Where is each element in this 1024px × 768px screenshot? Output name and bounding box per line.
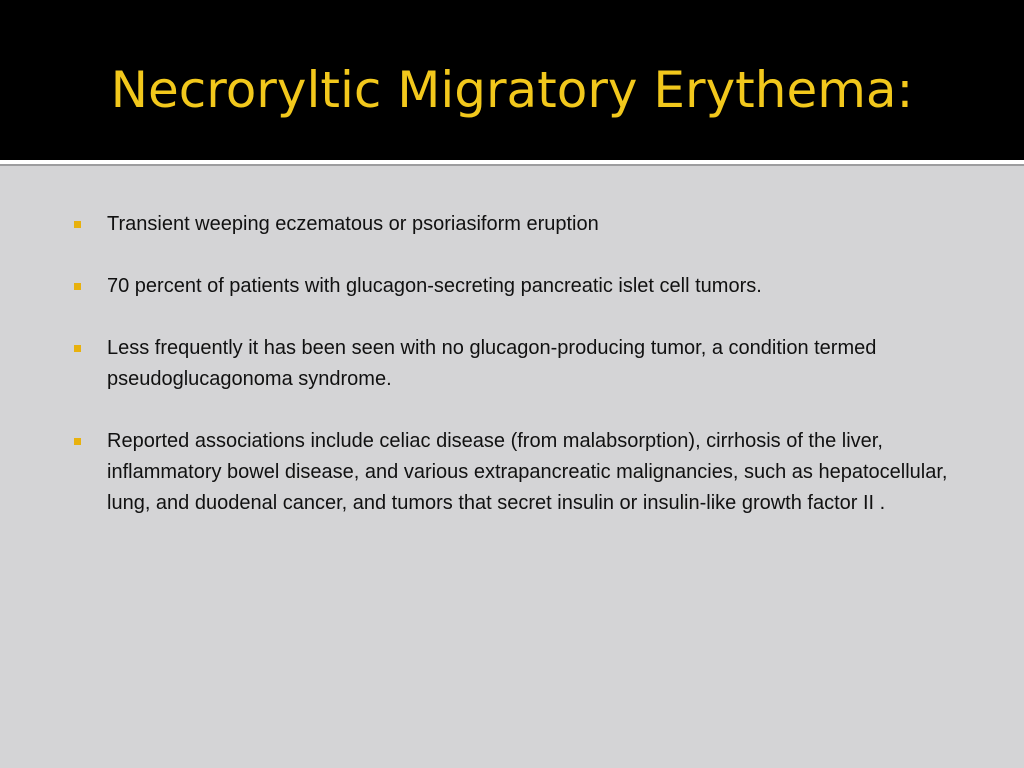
square-bullet-icon [74,221,81,228]
square-bullet-icon [74,283,81,290]
bullet-item [70,209,970,240]
square-bullet-icon [74,345,81,352]
bullet-list [70,209,970,550]
slide-title: Necroryltic Migratory Erythema: [110,61,914,119]
bullet-text: Less frequently it has been seen with no glucagon-producing tumor, a condition termed pseudoglucagonoma syndrome. [107,337,877,390]
bullet-text: Reported associations include celiac disease (from malabsorption), cirrhosis of the liver, inflammatory bowel disease, and various extrapancreatic malignancies, such as hepatocellular, lung, and duodenal cancer, and tumors that secret insulin or insulin-like growth factor II . [107,430,948,514]
title-bar [0,0,1024,160]
bullet-item [70,426,970,519]
bullet-item [70,271,970,302]
square-bullet-icon [74,438,81,445]
bullet-text: 70 percent of patients with glucagon-secreting pancreatic islet cell tumors. [107,275,762,297]
title-divider-shadow [0,164,1024,166]
bullet-text: Transient weeping eczematous or psoriasiform eruption [107,213,599,235]
bullet-item [70,333,970,395]
